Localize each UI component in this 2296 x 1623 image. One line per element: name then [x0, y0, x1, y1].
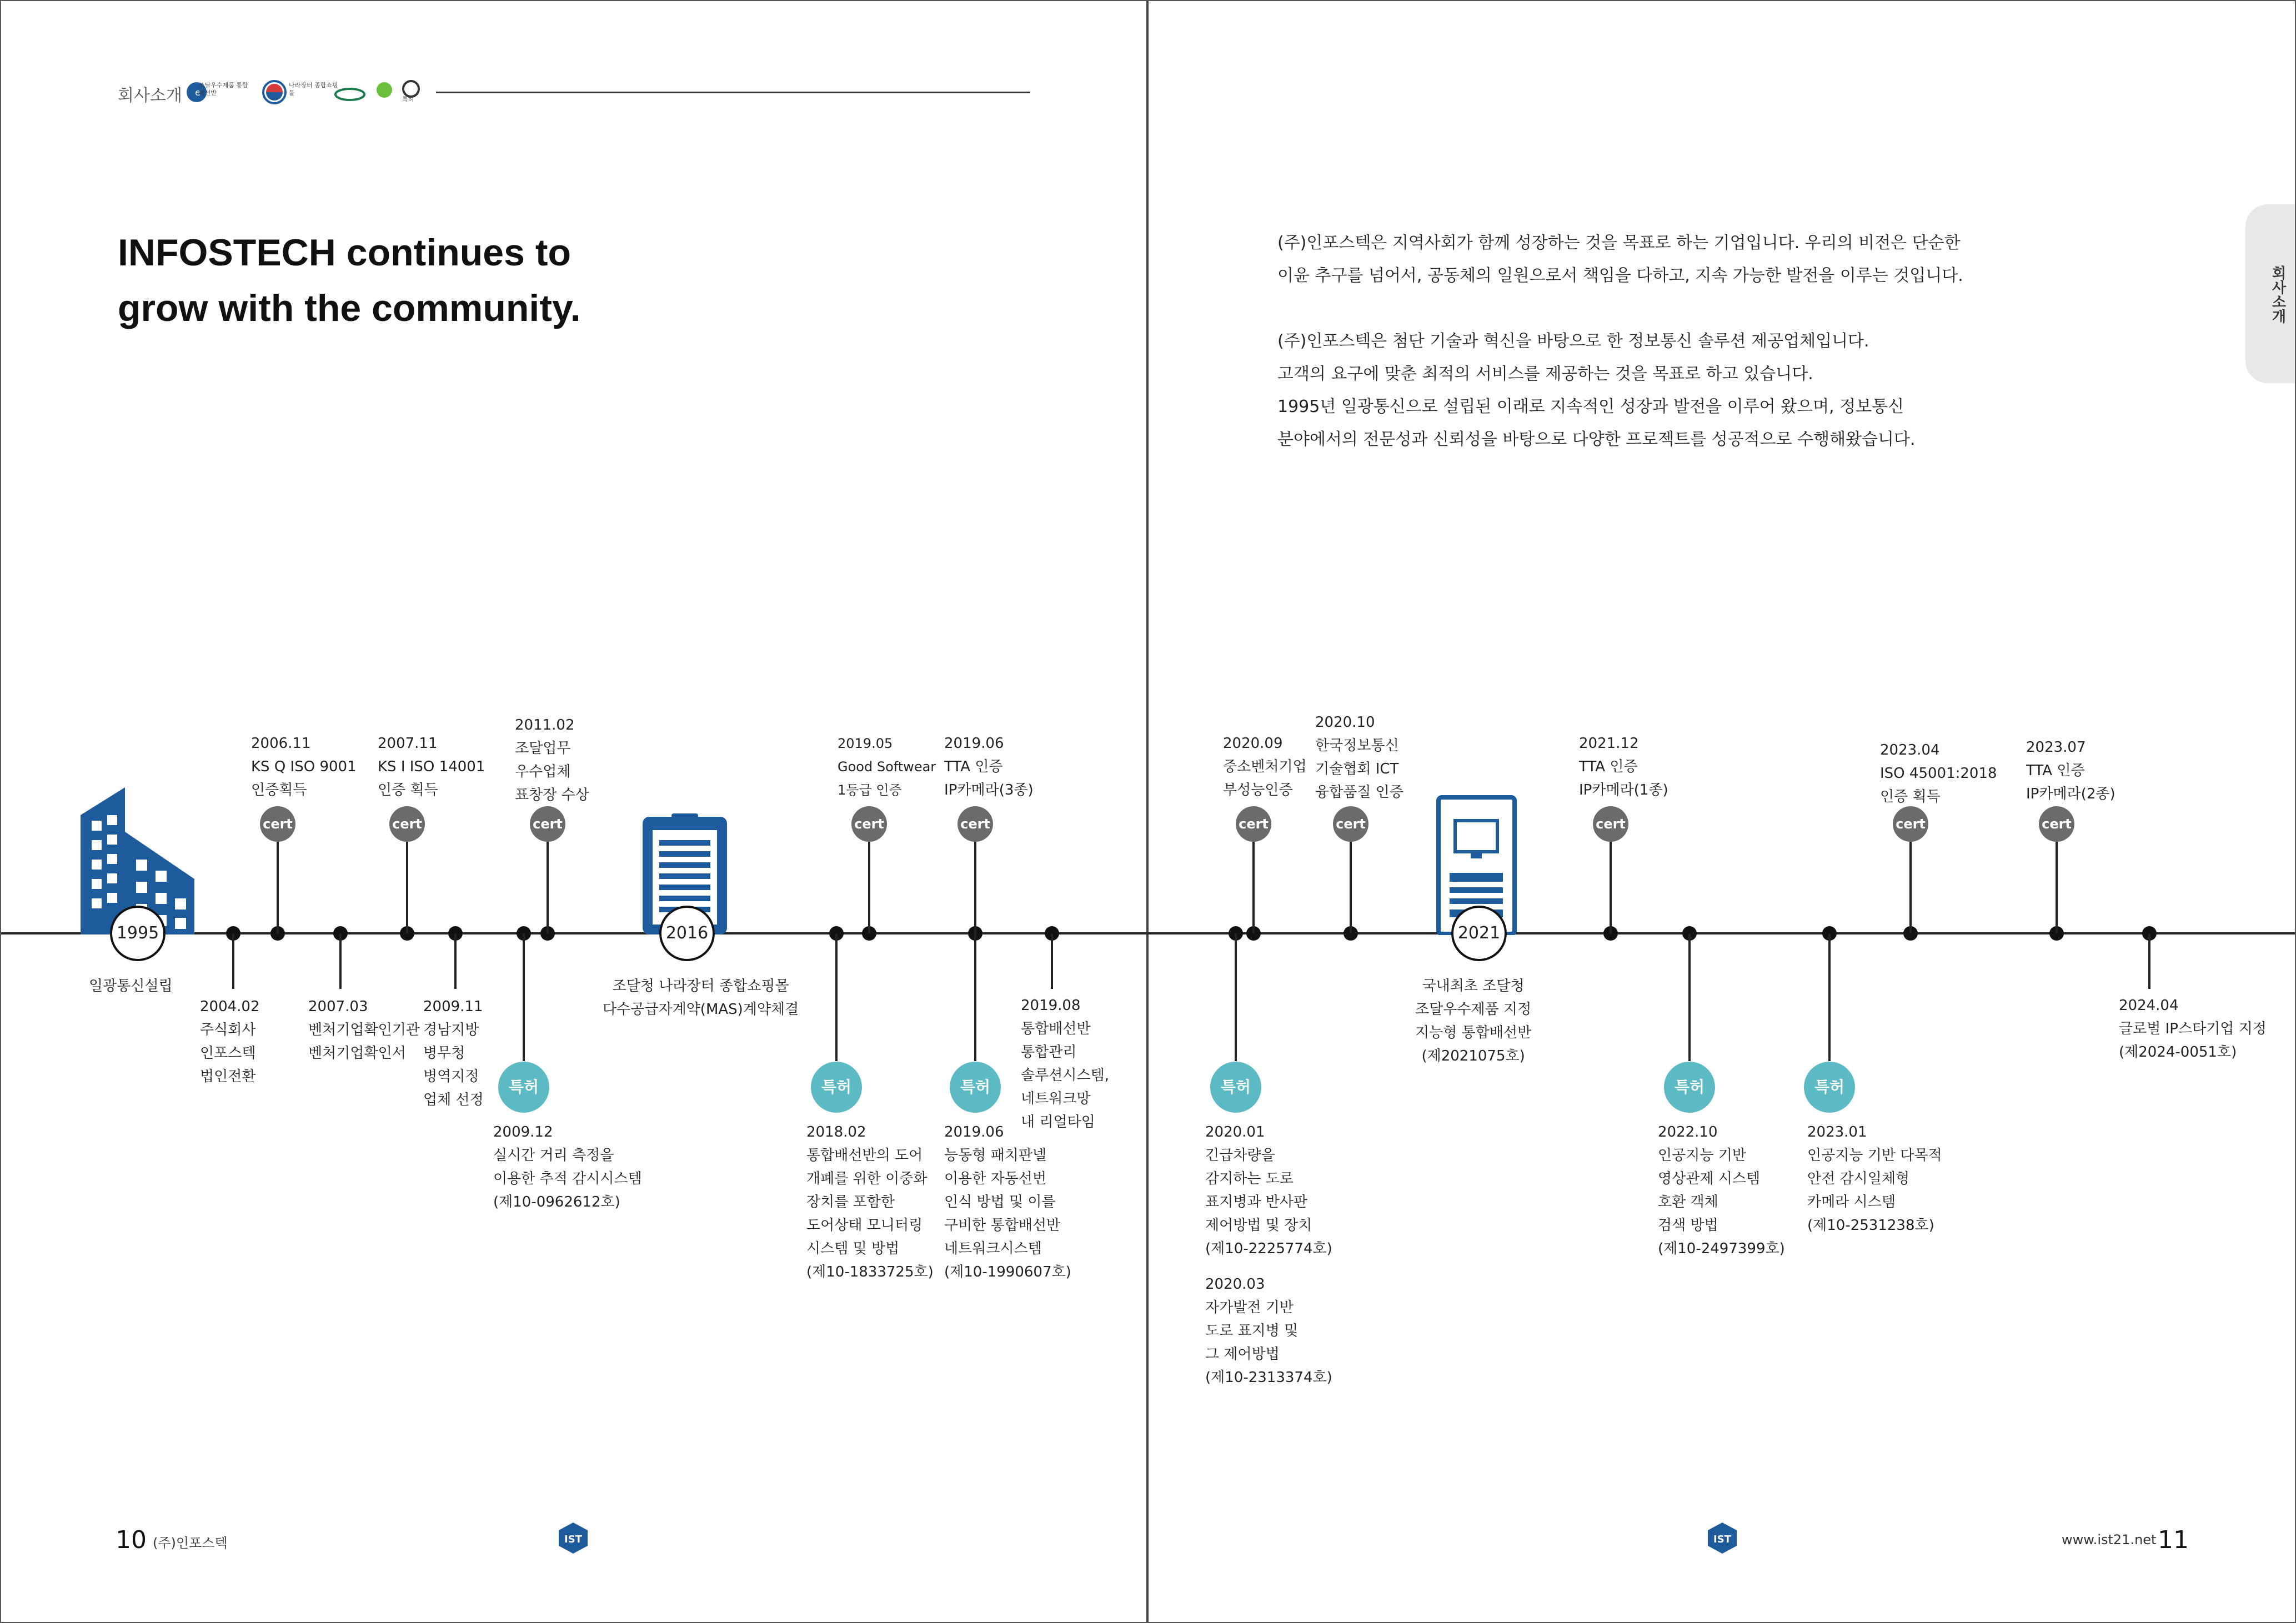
naramarket-logo-text: 나라장터 종합쇼핑몰	[289, 82, 338, 97]
intro-line: 고객의 요구에 맞춘 최적의 서비스를 제공하는 것을 목표로 하고 있습니다.	[1277, 364, 1813, 384]
event-2006-11: 2006.11 KS Q ISO 9001 인증획득	[251, 735, 357, 798]
cert-badge: cert	[1236, 806, 1271, 842]
company-logo-text: IST	[1713, 1534, 1731, 1545]
event-2019-08: 2019.08 통합배선반 통합관리 솔루션시스템, 네트워크망 내 리얼타임	[1021, 997, 1109, 1130]
right-page-number: 11	[2158, 1526, 2189, 1554]
event-2009-11: 2009.11 경남지방 병무청 병역지정 업체 선정	[423, 998, 484, 1108]
milestone-text-2021: 국내최초 조달청 조달우수제품 지정 지능형 통합배선반 (제2021075호)	[1415, 978, 1532, 1064]
milestone-text-1995: 일광통신설립	[89, 978, 173, 994]
patent-logo-text: 특허	[402, 96, 414, 103]
patent-badge: 특허	[1210, 1062, 1261, 1113]
event-2007-03: 2007.03 벤처기업확인기관 벤처기업확인서	[308, 998, 420, 1062]
section-label: 회사소개	[118, 86, 182, 105]
footer-url[interactable]: www.ist21.net	[2062, 1532, 2157, 1547]
event-2018-02: 2018.02 통합배선반의 도어 개폐를 위한 이중화 장치를 포함한 도어상태 모니터링 시스템 및 방법 (제10-1833725호)	[806, 1124, 934, 1280]
event-2021-12: 2021.12 TTA 인증 IP카메라(1종)	[1579, 735, 1668, 798]
event-2023-01: 2023.01 인공지능 기반 다목적 안전 감시일체형 카메라 시스템 (제10-2531238호)	[1807, 1124, 1942, 1234]
intro-line: 분야에서의 전문성과 신뢰성을 바탕으로 다양한 프로젝트를 성공적으로 수행해왔습니다.	[1277, 430, 1916, 449]
intro-line: (주)인포스텍은 첨단 기술과 혁신을 바탕으로 한 정보통신 솔루션 제공업체입니다.	[1277, 331, 1869, 351]
cert-badge: cert	[530, 806, 565, 842]
svg-text:e: e	[195, 87, 200, 98]
milestone-text-2016: 조달청 나라장터 종합쇼핑몰 다수공급자계약(MAS)계약체결	[603, 978, 799, 1018]
event-2020-03: 2020.03 자가발전 기반 도로 표지병 및 그 제어방법 (제10-2313374호)	[1205, 1276, 1332, 1386]
cert-badge: cert	[1893, 806, 1928, 842]
cert-badge: cert	[260, 806, 295, 842]
cert-badge: cert	[957, 806, 993, 842]
year-circle-2021: 2021	[1451, 906, 1507, 961]
patent-badge: 특허	[811, 1062, 862, 1113]
company-logo-text: IST	[564, 1534, 582, 1545]
event-2023-07: 2023.07 TTA 인증 IP카메라(2종)	[2026, 739, 2115, 802]
patent-badge: 특허	[1664, 1062, 1715, 1113]
intro-line: 1995년 일광통신으로 설립된 이래로 지속적인 성장과 발전을 이루어 왔으며, 정보통신	[1277, 397, 1904, 416]
headline-line-2: grow with the community.	[118, 287, 581, 329]
event-2011-02: 2011.02 조달업무 우수업체 표창장 수상	[515, 717, 589, 803]
patent-badge: 특허	[950, 1062, 1001, 1113]
event-2009-12: 2009.12 실시간 거리 측정을 이용한 추적 감시시스템 (제10-0962612호)	[493, 1124, 642, 1210]
side-tab-label: 회사소개	[2269, 265, 2286, 323]
event-2019-06-tta: 2019.06 TTA 인증 IP카메라(3종)	[944, 735, 1034, 798]
headline-line-1: INFOSTECH continues to	[118, 232, 571, 274]
cert-badge: cert	[389, 806, 425, 842]
event-2020-09: 2020.09 중소벤처기업 부성능인증	[1223, 735, 1307, 798]
patent-badge: 특허	[1804, 1062, 1855, 1113]
event-2023-04: 2023.04 ISO 45001:2018 인증 획득	[1880, 742, 1997, 805]
footer-company: (주)인포스텍	[153, 1535, 228, 1551]
patent-badge: 특허	[498, 1062, 549, 1113]
event-2022-10: 2022.10 인공지능 기반 영상관제 시스템 호환 객체 검색 방법 (제10-2497399호)	[1658, 1124, 1785, 1257]
year-circle-1995: 1995	[110, 906, 166, 961]
event-2007-11: 2007.11 KS I ISO 14001 인증 획득	[378, 735, 485, 798]
intro-line: (주)인포스텍은 지역사회가 함께 성장하는 것을 목표로 하는 기업입니다. 우리의 비전은 단순한	[1277, 233, 1961, 253]
event-2019-06-patent: 2019.06 능동형 패치판넬 이용한 자동선번 인식 방법 및 이를 구비한 통합배선반 네트워크시스템 (제10-1990607호)	[944, 1124, 1071, 1280]
event-2004-02: 2004.02 주식회사 인포스텍 법인전환	[200, 998, 260, 1085]
cert-badge: cert	[1333, 806, 1368, 842]
event-2019-05: 2019.05 Good Softwear 1등급 인증	[838, 736, 936, 798]
event-2020-01: 2020.01 긴급차량을 감지하는 도로 표지병과 반사판 제어방법 및 장치 (제10-2225774호)	[1205, 1124, 1332, 1257]
left-page-number: 10	[116, 1526, 147, 1554]
event-2024-04: 2024.04 글로벌 IP스타기업 지정 (제2024-0051호)	[2119, 997, 2267, 1061]
cert-badge: cert	[2039, 806, 2074, 842]
procurement-logo-text: 조달우수제품 통합배선반	[199, 82, 248, 97]
intro-line: 이윤 추구를 넘어서, 공동체의 일원으로서 책임을 다하고, 지속 가능한 발전을 이루는 것입니다.	[1277, 266, 1963, 285]
cert-badge: cert	[851, 806, 887, 842]
event-2020-10: 2020.10 한국정보통신 기술협회 ICT 융합품질 인증	[1315, 714, 1403, 801]
year-circle-2016: 2016	[659, 906, 715, 961]
cert-badge: cert	[1593, 806, 1628, 842]
